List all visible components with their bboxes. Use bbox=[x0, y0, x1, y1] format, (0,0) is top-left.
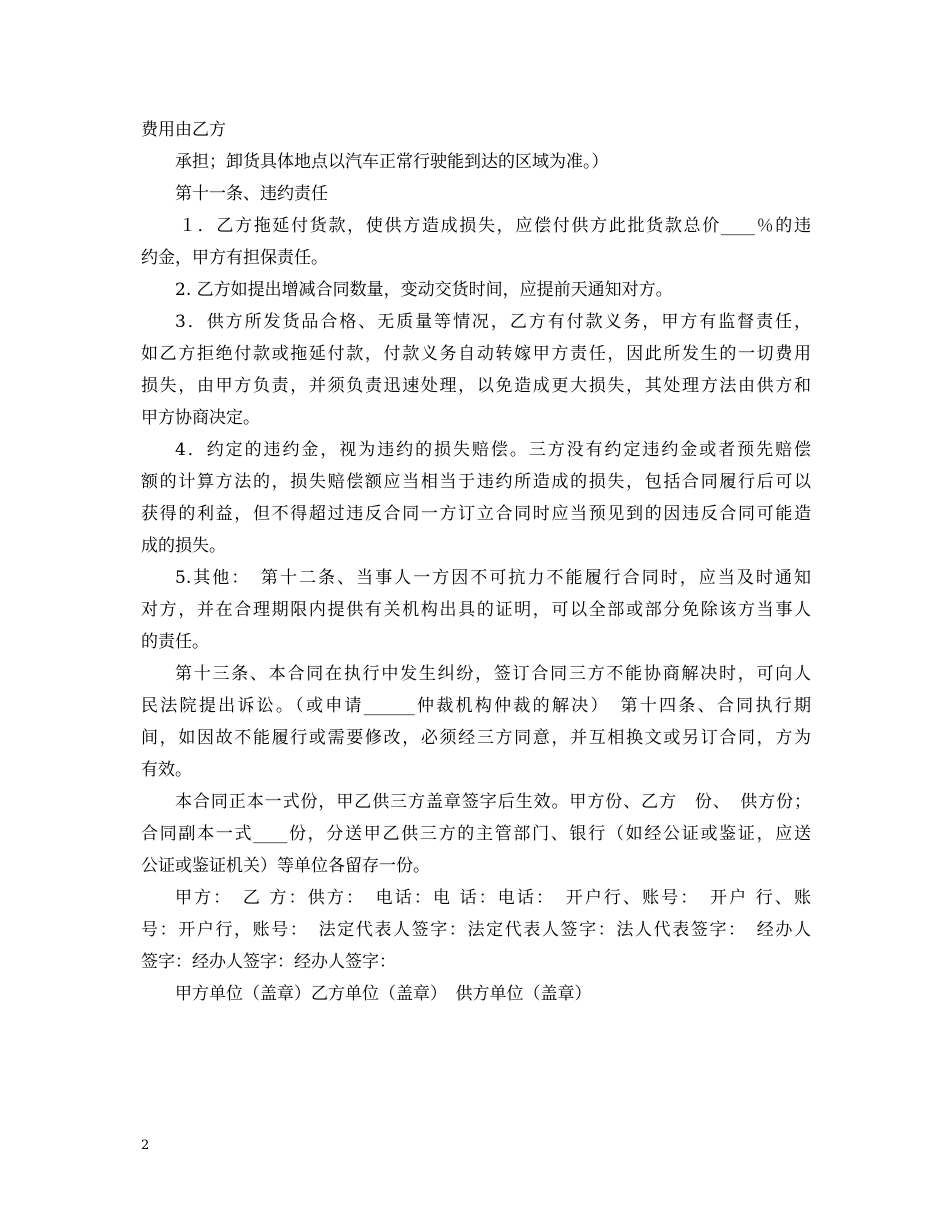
text-line: 本合同正本一式份，甲乙供三方盖章签字后生效。甲方份、乙方 份、 供方份； bbox=[175, 792, 811, 812]
text-line: 公证或鉴证机关）等单位各留存一份。 bbox=[141, 856, 430, 876]
text-line: 额的计算方法的，损失赔偿额应当相当于违约所造成的损失，包括合同履行后可以 bbox=[141, 472, 811, 492]
text-line: 获得的利益，但不得超过违反合同一方订立合同时应当预见到的因违反合同可能造 bbox=[141, 504, 811, 524]
signature-fields-line: 甲方： 乙 方：供方： 电话：电 话：电话： 开户行、账号： 开户 行、账 bbox=[175, 888, 811, 908]
text-line: 甲方协商决定。 bbox=[141, 408, 260, 428]
signature-fields-line: 号：开户行，账号： 法定代表人签字：法定代表人签字：法人代表签字： 经办人 bbox=[141, 920, 811, 940]
signature-fields-line: 签字：经办人签字：经办人签字： bbox=[141, 952, 396, 972]
text-line: 有效。 bbox=[141, 760, 192, 780]
text-line: 民法院提出诉讼。（或申请______仲裁机构仲裁的解决） 第十四条、合同执行期 bbox=[141, 696, 811, 716]
text-line: 5.其他： 第十二条、当事人一方因不可抗力不能履行合同时，应当及时通知 bbox=[175, 568, 811, 588]
text-line: 2. 乙方如提出增减合同数量，变动交货时间，应提前天通知对方。 bbox=[175, 280, 673, 300]
text-line: 费用由乙方 bbox=[141, 120, 226, 140]
text-line: 对方，并在合理期限内提供有关机构出具的证明，可以全部或部分免除该方当事人 bbox=[141, 600, 811, 620]
text-line: 的责任。 bbox=[141, 632, 209, 652]
text-line: 如乙方拒绝付款或拖延付款，付款义务自动转嫁甲方责任，因此所发生的一切费用 bbox=[141, 344, 811, 364]
text-line: 承担；卸货具体地点以汽车正常行驶能到达的区域为准。） bbox=[175, 152, 609, 172]
text-line: 约金，甲方有担保责任。 bbox=[141, 248, 328, 268]
contract-body-text bbox=[141, 114, 811, 1010]
seal-units-line: 甲方单位（盖章）乙方单位（盖章） 供方单位（盖章） bbox=[175, 984, 592, 1004]
text-line: 4．约定的违约金，视为违约的损失赔偿。三方没有约定违约金或者预先赔偿 bbox=[175, 440, 811, 460]
section-heading-breach-liability: 第十一条、违约责任 bbox=[175, 184, 328, 204]
text-line: 第十三条、本合同在执行中发生纠纷，签订合同三方不能协商解决时，可向人 bbox=[175, 664, 811, 684]
page-number: 2 bbox=[141, 1138, 150, 1153]
text-line: 成的损失。 bbox=[141, 536, 226, 556]
text-line: １．乙方拖延付货款，使供方造成损失，应偿付供方此批货款总价____％的违 bbox=[179, 216, 811, 236]
text-line: 合同副本一式____份，分送甲乙供三方的主管部门、银行（如经公证或鉴证，应送 bbox=[141, 824, 811, 844]
text-line: 间，如因故不能履行或需要修改，必须经三方同意，并互相换文或另订合同，方为 bbox=[141, 728, 811, 748]
text-line: 损失，由甲方负责，并须负责迅速处理，以免造成更大损失，其处理方法由供方和 bbox=[141, 376, 811, 396]
text-line: 3．供方所发货品合格、无质量等情况，乙方有付款义务，甲方有监督责任， bbox=[175, 312, 811, 332]
